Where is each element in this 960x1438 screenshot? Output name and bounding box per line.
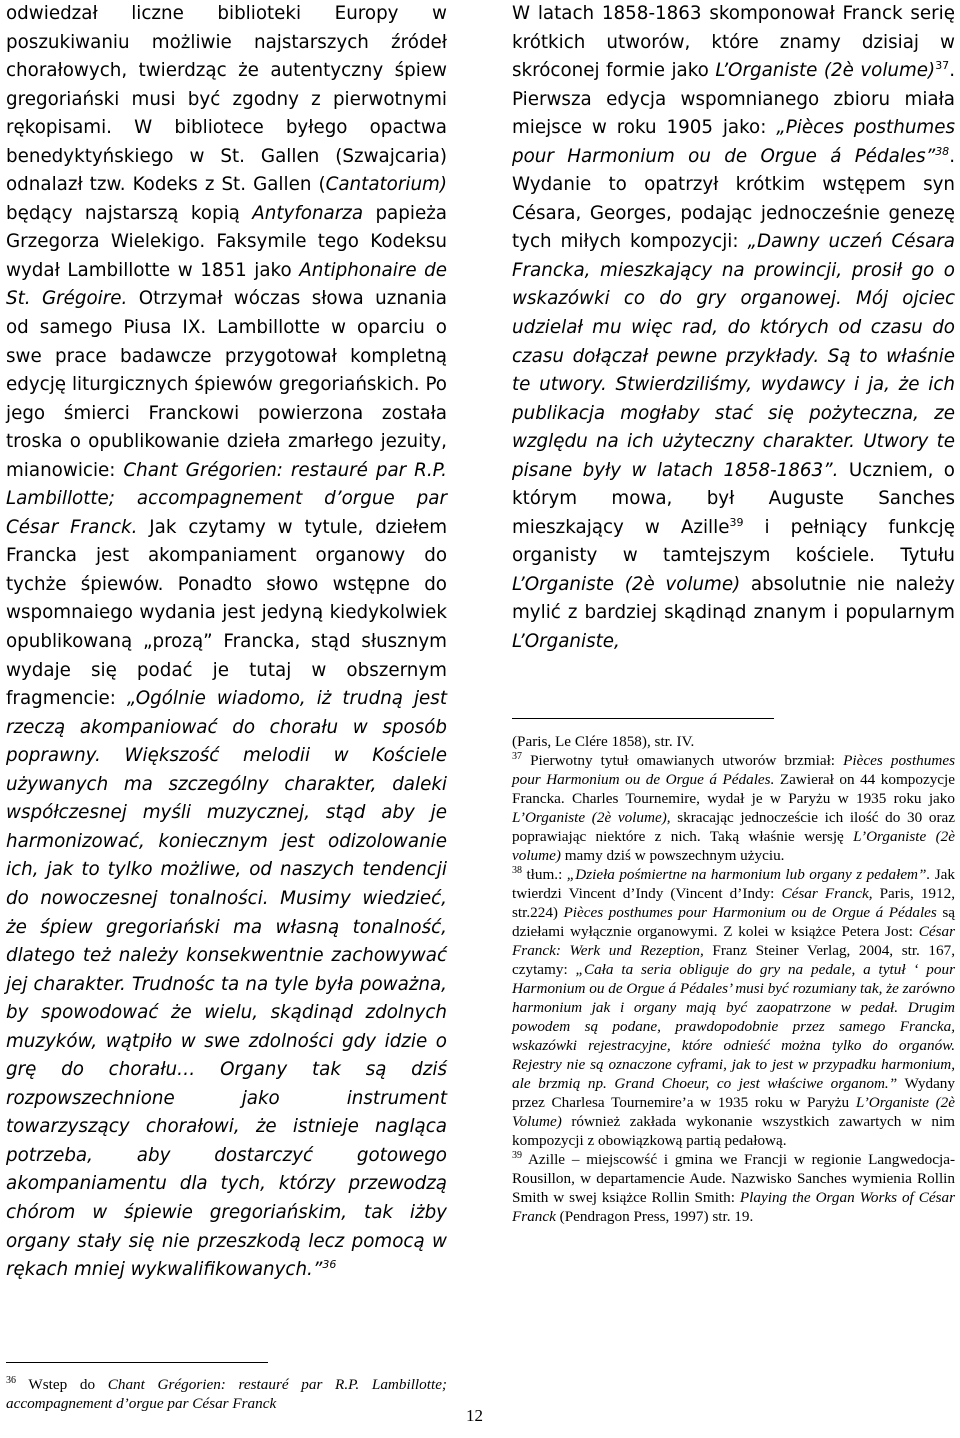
left-body-text: [6, 0, 447, 1285]
right-footnotes: [512, 732, 955, 1226]
text-run: (Paris, Le Clére 1858), str. IV.: [512, 733, 695, 750]
footnote-reference: 39: [729, 515, 744, 529]
text-run: Jak twierdzi Vincent d’Indy (Vincent d’Indy:: [512, 866, 955, 902]
text-run: absolutnie nie należy mylić z bardziej skądinąd znanym i popularnym: [512, 573, 955, 624]
footnote-36: [6, 1375, 447, 1413]
text-run: L’Organiste (2è volume): [512, 828, 955, 864]
text-run: Chant Grégorien: restauré par R.P. Lambillotte; accompagnement d’orgue par César Franck: [6, 1376, 447, 1412]
right-column: [512, 0, 955, 657]
text-run: Antyfonarza: [252, 202, 364, 224]
text-run: „Dawny uczeń Césara Francka, mieszkający na prowincji, prosił go o wskazówki co do gry organowej. Mój ojciec udzielał mu więc rad, do których od czasu do czasu dołączał pewne przykłady. Są to właśnie te utwory. Stwierdziliśmy, wydawcy i ja, że ich publikacja mogłaby stać się pożyteczna, ze względu na ich użyteczny charakter. Utwory te pisane były w latach 1858-1863”.: [512, 231, 955, 481]
text-run: Uczniem, o którym mowa, był Auguste Sanches mieszkający w Azille: [512, 459, 955, 538]
footnote-reference: 38: [512, 864, 522, 876]
text-run: César Franck: Werk und Rezeption,: [512, 923, 955, 959]
text-run: César Franck,: [781, 885, 873, 902]
text-run: papieża Grzegorza Wielekigo. Faksymile tego Kodeksu wydał Lambillotte w 1851 jako: [6, 202, 447, 281]
text-run: są dziełami wyłącznie organowymi. Z kolei w książce Petera Jost:: [512, 904, 955, 940]
left-footnote-separator: [6, 1362, 268, 1363]
text-run: L’Organiste (2è Volume): [512, 1094, 955, 1130]
text-run: Paris, 1912, str.224): [512, 885, 955, 921]
footnote-reference: 36: [322, 1257, 337, 1271]
text-run: Franz Steiner Verlag, 2004, str. 167, czytamy:: [512, 942, 956, 978]
text-run: Jak czytamy w tytule, dziełem Francka jest akompaniament organowy do tychże śpiewów. Ponadto słowo wstępne do wspomnaiego wydania jest jedyną kiedykolwiek opublikowaną „prozą” Francka, stąd słusznym wydaje się podać je tutaj w obszernym fragmencie:: [6, 516, 447, 710]
footnote-reference: 38: [935, 144, 950, 158]
text-run: L’Organiste,: [512, 631, 620, 653]
text-run: Cantatorium): [325, 174, 447, 196]
right-footnote-separator: [512, 718, 774, 719]
text-run: również zakłada wykonanie wszystkich zawartych w nim kompozycji z obowiązkową partią pedałową.: [512, 1113, 955, 1149]
text-run: „Cała ta seria obliguje do gry na pedale, a tytuł ‘ pour Harmonium ou de Orgue á Pédales’ musi być rozumiany tak, że zarówno harmonium jak i organy mają być zaopatrzone w pedał. Drugim powodem są podane, prawdopodobnie przez samego Francka, wskazówki rejestracyjne, które odnieść można tylko do organów. Rejestry nie są oznaczone cyframi, jak to jest w przypadku harmonium, ale brzmią np. Grand Choeur, co jest właściwe organom.”: [512, 961, 955, 1092]
text-run: Otrzymał wóczas słowa uznania od samego Piusa IX. Lambillotte w oparciu o swe prace badawcze przygotował kompletną edycję liturgicznych śpiewów gregoriańskich. Po jego śmierci Franckowi powierzona została troska o opublikowanie dzieła zmarłego jezuity, mianowicie:: [6, 288, 447, 481]
text-run: Zawierał on 44 kompozycje Francka. Charles Tournemire, wydał je w Paryżu w 1935 roku jako: [512, 771, 955, 807]
text-run: Wydany przez Charlesa Tournemire’a w 1935 roku w Paryżu: [512, 1075, 955, 1111]
text-run: . Pierwsza edycja wspomnianego zbioru miała miejsce w roku 1905 jako:: [512, 60, 955, 139]
text-run: Pierwotny tytuł omawianych utworów brzmiał:: [522, 752, 844, 769]
text-run: L’Organiste (2è volume): [715, 60, 936, 82]
text-run: odwiedzał liczne biblioteki Europy w poszukiwaniu możliwie najstarszych źródeł chorałowych, twierdząc że autentyczny śpiew gregoriański musi być zgodny z pierwotnymi rękopisami. W bibliotece byłego opactwa benedyktyńskiego w St. Gallen (Szwajcaria) odnalazł tzw. Kodeks z St. Gallen (: [6, 3, 447, 196]
right-body-text: [512, 0, 955, 657]
text-run: Antiphonaire de St. Grégoire.: [6, 259, 448, 310]
text-run: mamy dziś w powszechnym użyciu.: [560, 847, 785, 864]
text-run: W latach 1858-1863 skomponował Franck serię krótkich utworów, które znamy dzisiaj w skróconej formie jako: [512, 3, 955, 82]
text-run: Wstep do: [16, 1376, 108, 1393]
footnote-36-continued: [512, 732, 955, 751]
footnote-reference: 39: [512, 1149, 522, 1161]
text-run: Chant Grégorien: restauré par R.P. Lambillotte; accompagnement d’orgue par César Franck.: [6, 459, 447, 538]
footnote-reference: 37: [935, 59, 950, 72]
text-run: i pełniący funkcję organisty w tamtejszym kościele. Tytułu: [512, 516, 955, 567]
text-run: skracając jednoczeście ich ilość do 30 oraz poprawiając niektóre z nich. Taką właśnie wersję: [512, 809, 956, 845]
text-run: Playing the Organ Works of César Franck: [512, 1189, 955, 1225]
footnote-38: [512, 865, 955, 1150]
text-run: Pièces posthumes pour Harmonium ou de Orgue á Pédales.: [512, 752, 955, 788]
text-run: L’Organiste (2è volume),: [512, 809, 671, 826]
left-footnotes: [6, 1375, 447, 1413]
text-run: Pièces posthumes pour Harmonium ou de Orgue á Pédales: [563, 904, 937, 921]
text-run: L’Organiste (2è volume): [512, 573, 741, 595]
page-number: 12: [466, 1406, 483, 1425]
left-column: [6, 0, 447, 1285]
footnote-reference: 36: [6, 1374, 16, 1386]
text-run: „Pièces posthumes pour Harmonium ou de Orgue á Pédales”: [512, 117, 955, 167]
footnote-reference: 37: [512, 750, 522, 762]
text-run: . Wydanie to opatrzył krótkim wstępem syn Césara, Georges, podając jednocześnie genezę tych miłych kompozycji:: [512, 145, 955, 253]
text-run: Azille – miejscowść i gmina we Francji w regionie Langwedocja-Rousillon, w departamencie Aude. Nazwisko Sanches wymienia Rollin Smith w swej książce Rollin Smith:: [512, 1151, 955, 1206]
text-run: będący najstarszą kopią: [6, 202, 253, 224]
text-run: „Dzieła pośmiertne na harmonium lub organy z pedałem”.: [566, 866, 931, 883]
footnote-39: [512, 1150, 955, 1226]
footnote-37: [512, 751, 955, 865]
text-run: tłum.:: [522, 866, 567, 883]
text-run: „Ogólnie wiadomo, iż trudną jest rzeczą akompaniować do chorału w sposób poprawny. Większość melodii w Kościele używanych ma szczególny charakter, daleki współczesnej myśli muzycznej, stąd aby je harmonizować, koniecznym jest odizolowanie ich, jak to tylko możliwe, od naszych tendencji do nowoczesnej tonalności. Musimy wiedzieć, że śpiew gregoriański ma własną tonalność, dlatego też należy konsekwentnie zachowywać jej charakter. Trudnośc ta na tyle była poważna, by spowodować że wielu, skądinąd zdolnych muzyków, wątpiło w swe zdolności gdy idzie o grę do chorału… Organy tak są dziś rozpowszechnione jako instrument towarzyszący chorałowi, że istnieje nagląca potrzeba, aby dostarczyć gotowego akompaniamentu dla tych, którzy przewodzą chórom w śpiewie gregoriańskim, tak iżby organy stały się nie przeszkodą lecz pomocą w rękach mniej wykwalifikowanych.”: [6, 688, 448, 1281]
text-run: (Pendragon Press, 1997) str. 19.: [555, 1208, 754, 1225]
